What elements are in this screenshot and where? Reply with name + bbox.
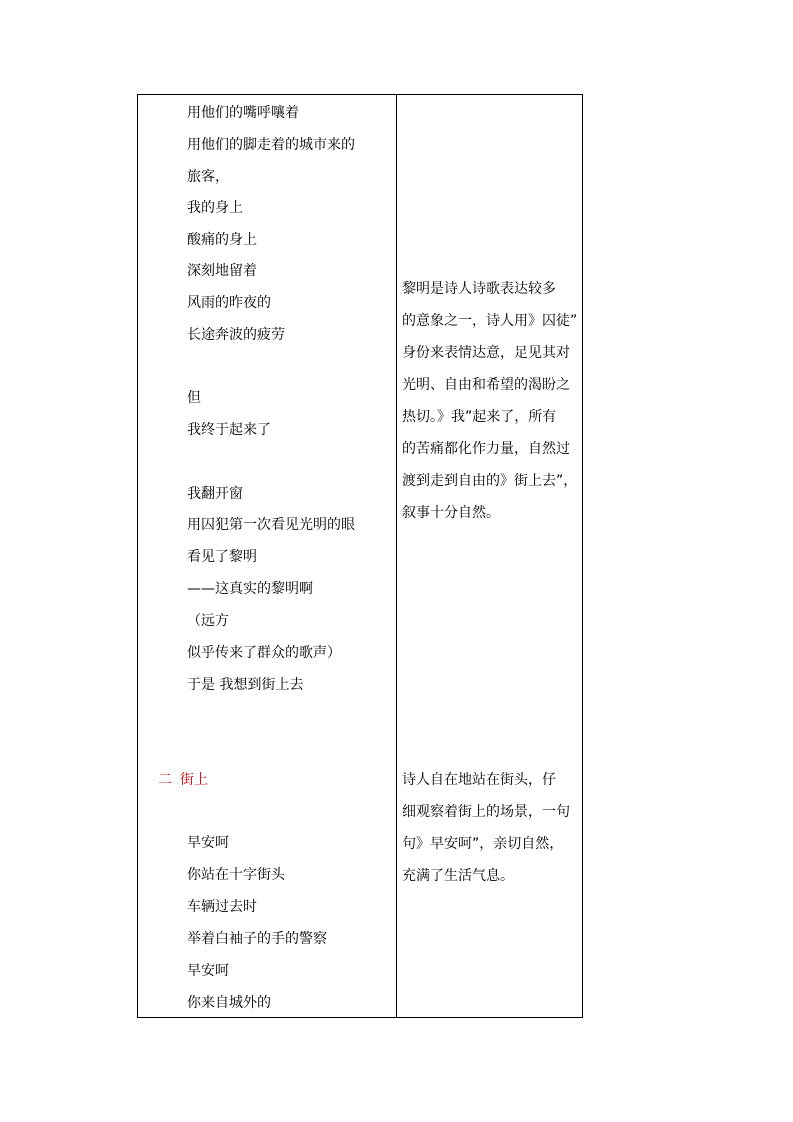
note-line: 热切。》我”起来了，所有 bbox=[402, 409, 557, 425]
poem-line: 你来自城外的 bbox=[187, 995, 271, 1011]
note-line: 的意象之一，诗人用》囚徒” bbox=[402, 313, 578, 329]
poem-line: 举着白袖子的手的警察 bbox=[187, 931, 327, 947]
poem-line: 但 bbox=[187, 390, 201, 406]
poem-line: 我翻开窗 bbox=[187, 486, 243, 502]
note-line: 充满了生活气息。 bbox=[402, 868, 514, 884]
poem-line: 酸痛的身上 bbox=[187, 232, 257, 248]
note-line: 的苦痛都化作力量，自然过 bbox=[402, 441, 570, 457]
note-line: 黎明是诗人诗歌表达较多 bbox=[402, 281, 556, 297]
poem-line: （远方 bbox=[187, 613, 229, 629]
note-line: 句》早安呵”，亲切自然， bbox=[402, 836, 564, 852]
poem-line: 看见了黎明 bbox=[187, 549, 257, 565]
note-line: 光明、自由和希望的渴盼之 bbox=[402, 377, 570, 393]
note-line: 身份来表情达意，足见其对 bbox=[402, 345, 570, 361]
note-line: 细观察着街上的场景，一句 bbox=[402, 804, 570, 820]
poem-line: ——这真实的黎明啊 bbox=[187, 581, 313, 597]
poem-line: 我终于起来了 bbox=[187, 422, 271, 438]
poem-line: 早安呵 bbox=[187, 835, 229, 851]
section-number: 二 bbox=[158, 772, 172, 788]
poem-line: 深刻地留着 bbox=[187, 263, 257, 279]
note-line: 叙事十分自然。 bbox=[402, 505, 500, 521]
note-line: 诗人自在地站在街头，仔 bbox=[402, 772, 556, 788]
poem-line: 用他们的嘴呼嚷着 bbox=[187, 105, 299, 121]
column-divider bbox=[396, 95, 397, 1017]
poem-line: 旅客， bbox=[187, 169, 229, 185]
poem-line: 用他们的脚走着的城市来的 bbox=[187, 137, 355, 153]
poem-line: 风雨的昨夜的 bbox=[187, 295, 271, 311]
annotation-table bbox=[137, 94, 583, 1018]
poem-line: 长途奔波的疲劳 bbox=[187, 327, 285, 343]
poem-line: 用囚犯第一次看见光明的眼 bbox=[187, 517, 355, 533]
poem-line: 似乎传来了群众的歌声） bbox=[187, 645, 341, 661]
poem-line: 于是 我想到街上去 bbox=[187, 677, 304, 693]
section-title: 街上 bbox=[180, 772, 208, 788]
note-line: 渡到走到自由的》街上去”， bbox=[402, 473, 578, 489]
section-heading bbox=[158, 771, 208, 789]
poem-line: 车辆过去时 bbox=[187, 899, 257, 915]
poem-line: 你站在十字街头 bbox=[187, 867, 285, 883]
poem-line: 我的身上 bbox=[187, 200, 243, 216]
poem-line: 早安呵 bbox=[187, 963, 229, 979]
